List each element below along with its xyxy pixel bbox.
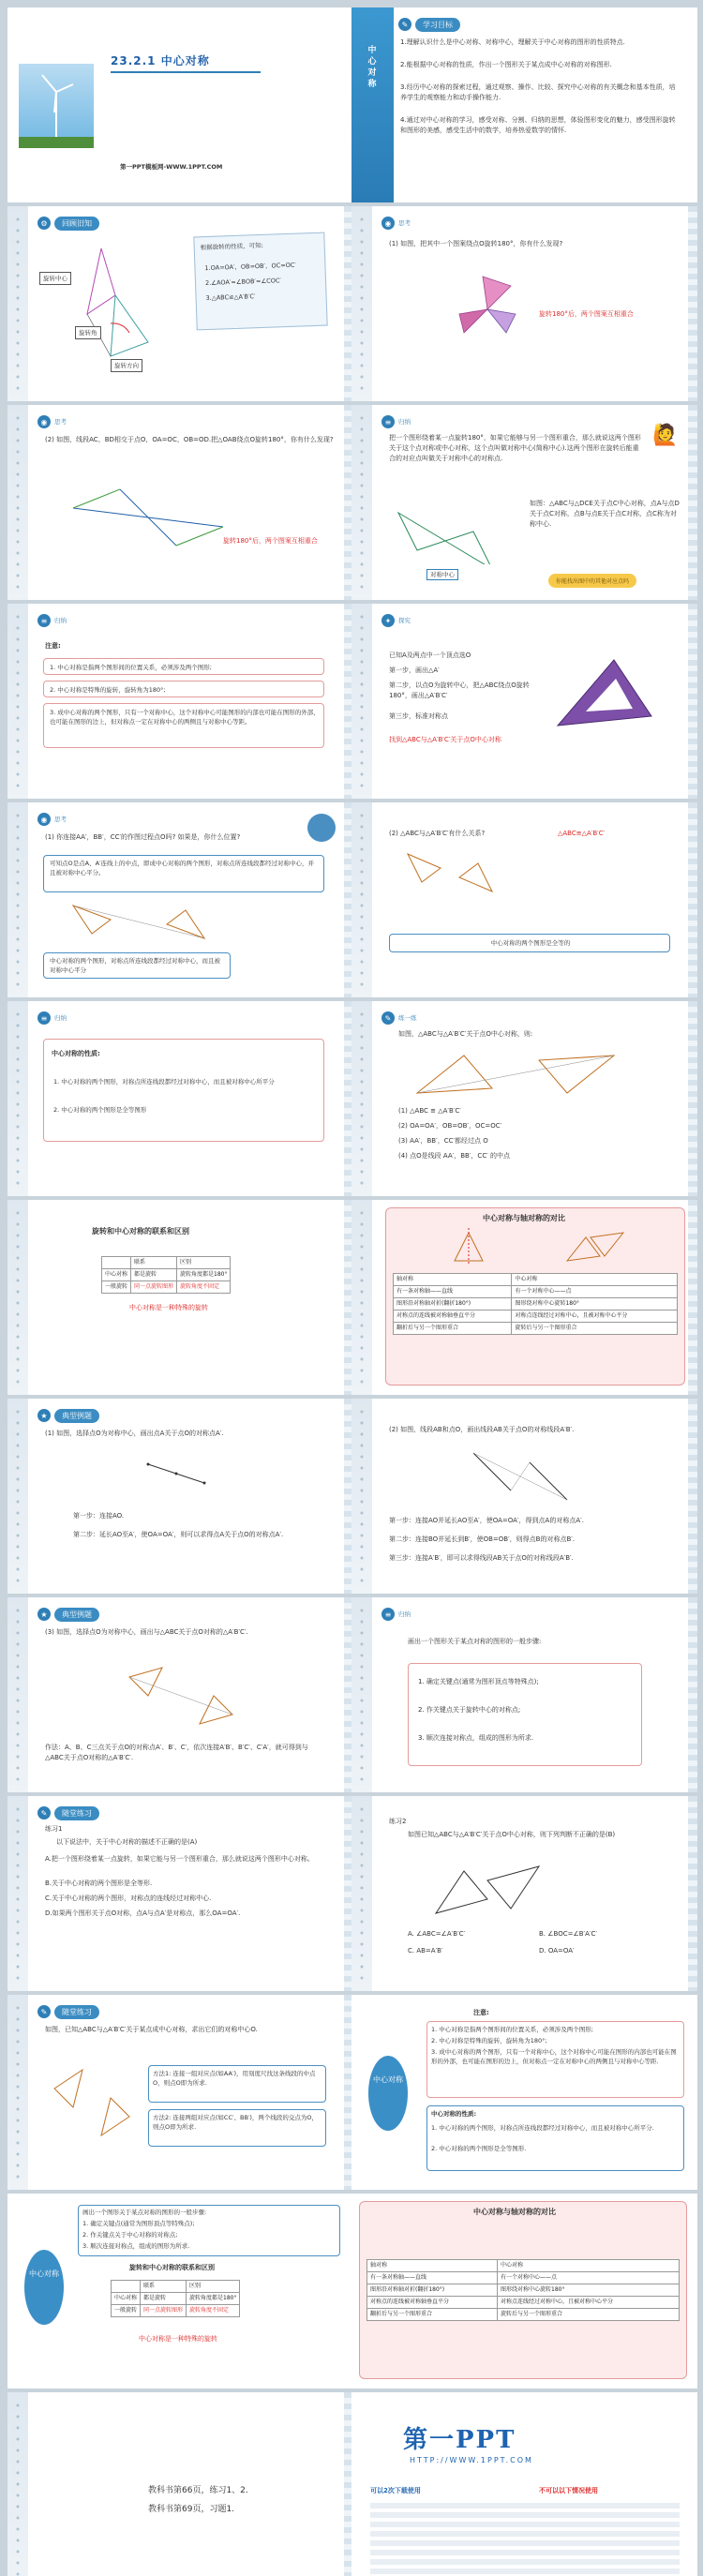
property-item: 1. 中心对称的两个图形，对称点所连线段都经过对称中心，而且被对称中心所平分 <box>53 1078 275 1086</box>
section-title <box>37 1805 99 1820</box>
step: 第一步：连接AO并延长AO至A′，使OA=OA′，得到点A的对称点A′. <box>389 1517 584 1524</box>
objective-item: 3.经历中心对称的探索过程，通过观察、操作、比较、探究中心对称的有关概念和基本性质，培养学生的观察能力和动手操作能力. <box>400 83 676 101</box>
section-title <box>381 216 411 231</box>
slide-recap-method <box>7 2194 353 2389</box>
recap-badge: 中心对称 <box>368 2056 408 2131</box>
question: 如图，△ABC与△A′B′C′关于点O中心对称，则: <box>398 1030 533 1038</box>
relation-title: 旋转和中心对称的联系和区别 <box>129 2264 215 2271</box>
section-title <box>381 1607 411 1622</box>
section-label: 思考 <box>54 816 67 823</box>
method-box: 方法1: 连接一组对应点(如AA′)，用刻度尺找这条线段的中点O，则点O即为所求. <box>148 2065 326 2103</box>
conclusion-box: 中心对称的两个图形是全等的 <box>389 934 670 952</box>
label-direction: 旋转方向 <box>111 359 142 372</box>
triangles-figure <box>120 1658 242 1733</box>
method-title: 画出一个图形关于某点对称的图形的一般步骤: <box>408 1638 542 1645</box>
option: A. ∠ABC=∠A′B′C′ <box>408 1930 466 1938</box>
explore-step: 第一步，画出△A′ <box>389 666 440 674</box>
method-item: 1. 确定关键点(通常为图形顶点等特殊点); <box>418 1678 539 1685</box>
section-label: 归纳 <box>398 1610 411 1618</box>
slide-example3 <box>7 1597 353 1792</box>
title-underline <box>111 71 261 73</box>
recap-badge: 中心对称 <box>24 2250 64 2325</box>
label-center: 旋转中心 <box>39 272 71 285</box>
notice-title: 注意: <box>473 2009 489 2016</box>
section-label: 随堂练习 <box>54 1806 99 1820</box>
triangle-figure <box>539 641 670 735</box>
triangles-figure <box>45 2060 139 2145</box>
section-label: 回顾旧知 <box>54 217 99 231</box>
slide-explore <box>352 604 697 799</box>
homework-line: 教科书第66页，练习1、2. <box>148 2486 248 2495</box>
slide-exercise1 <box>7 1796 353 1991</box>
point-figure <box>139 1455 214 1492</box>
section-title <box>381 613 411 628</box>
slide-ad <box>352 2392 697 2576</box>
slide-think1 <box>352 206 697 401</box>
section-title <box>37 414 67 429</box>
label-center: 对称中心 <box>426 569 458 580</box>
pencil-icon: ✎ <box>37 1806 51 1820</box>
explore-result: 找到△ABC与△A′B′C′关于点O中心对称 <box>389 736 501 743</box>
method-item: 2. 作关键点关于旋转中心的对称点; <box>418 1706 521 1714</box>
notice-box: 3. 成中心对称的两个图形，只有一个对称中心，这个对称中心可能图形的内部也可能在图形的外部，也可能在图形的边上，但对称点一定在对称中心的两侧且与对称中心等距。 <box>43 703 324 748</box>
step: 第二步：连接BO并延长到B′，使OB=OB′，则得点B的对称点B′. <box>389 1535 576 1543</box>
slide-method <box>352 1597 697 1792</box>
cartoon-icon: 🙋 <box>652 424 679 447</box>
explore-step: 第三步，标准对称点 <box>389 712 448 720</box>
label-angle: 旋转角 <box>75 326 101 339</box>
question: 如图，已知△ABC与△A′B′C′关于某点成中心对称，求出它们的对称中心O. <box>45 2026 258 2033</box>
ppt-url[interactable]: HTTP://WWW.1PPT.COM <box>410 2456 533 2464</box>
question: (1) 如图，把其中一个图案绕点O旋转180°，你有什么发现? <box>389 240 563 247</box>
section-label: 归纳 <box>54 617 67 624</box>
section-title <box>37 2004 99 2019</box>
list-icon: ≡ <box>381 1608 395 1621</box>
pencil-icon: ✎ <box>37 2005 51 2018</box>
objective-item: 2.能根据中心对称的性质，作出一个图形关于某点成中心对称的对称图形. <box>400 61 612 68</box>
step: 第一步：连接AO. <box>73 1512 125 1520</box>
exercise-label: 练习2 <box>389 1818 407 1825</box>
answer: 旋转180°后，两个图案互相重合 <box>223 537 318 545</box>
objective-item: 1.理解认识什么是中心对称、对称中心，理解关于中心对称的图形的性质特点. <box>400 38 625 46</box>
compare-title: 中心对称与轴对称的对比 <box>473 2208 556 2216</box>
note-line: 3.△ABC≌△A′B′C′ <box>205 292 256 303</box>
section-title <box>398 17 460 32</box>
slide-cover <box>7 7 353 202</box>
slide-example1 <box>7 1399 353 1594</box>
segments-figure <box>64 471 232 555</box>
option: B.关于中心对称的两个图形是全等形. <box>45 1880 153 1887</box>
option: A.把一个图形绕着某一点旋转，如果它能与另一个图形重合，那么就说这两个图形中心对称。 <box>45 1855 314 1863</box>
section-label: 探究 <box>398 617 411 624</box>
notice-title: 注意: <box>45 642 61 650</box>
relation-footer: 中心对称是一种特殊的旋转 <box>129 1304 208 1311</box>
segment-figure <box>464 1444 576 1509</box>
section-title <box>381 1011 417 1026</box>
method-item: 3. 顺次连接对称点，组成的图形为所求. <box>418 1734 534 1742</box>
question: (1) 如图，选择点O为对称中心，画出点A关于点O的对称点A′. <box>45 1430 224 1437</box>
section-title <box>37 1011 67 1026</box>
note-title: 根据旋转的性质，可知: <box>200 241 264 252</box>
conclusion-box: 中心对称的两个图形，对称点所连线段都经过对称中心，而且被对称中心平分 <box>43 952 231 979</box>
slide-summary1 <box>352 405 697 600</box>
compare-figures <box>445 1228 633 1266</box>
cover-footer: 第一PPT模板网-WWW.1PPT.COM <box>120 163 223 171</box>
lightbulb-icon: ◉ <box>381 217 395 230</box>
answer-line: (1) △ABC ≌ △A′B′C′ <box>398 1107 461 1115</box>
relation-footer: 中心对称是一种特殊的旋转 <box>139 2335 217 2343</box>
question: 以下说法中，关于中心对称的描述不正确的是(A) <box>56 1838 198 1846</box>
question: (3) 如图，选择点O为对称中心，画出与△ABC关于点O对称的△A′B′C′. <box>45 1628 248 1636</box>
section-label: 归纳 <box>54 1014 67 1022</box>
list-icon: ≡ <box>37 1011 51 1025</box>
section-label: 典型例题 <box>54 1608 99 1622</box>
step: 第三步：连接A′B′，即可以求得线段AB关于点O的对称线段A′B′. <box>389 1554 574 1562</box>
slide-think3 <box>7 802 353 997</box>
section-title <box>37 812 67 827</box>
answer: △ABC≌△A′B′C′ <box>558 830 606 837</box>
cartoon-icon <box>307 814 336 842</box>
section-title <box>37 216 99 231</box>
triangles-figure <box>408 1046 623 1102</box>
slide-recap-notice <box>352 1995 697 2190</box>
list-icon: ≡ <box>381 415 395 428</box>
lightbulb-icon: ◉ <box>37 415 51 428</box>
slide-review <box>7 206 353 401</box>
relation-table: 联系 区别 中心对称 都是旋转 旋转角度都是180° 一般旋转 同一点旋转图形 旋转角度不固定 <box>111 2280 240 2317</box>
triangles-figure <box>64 896 214 948</box>
triangles-figure <box>398 845 501 901</box>
slide-example2 <box>352 1399 697 1594</box>
triangles-figure <box>389 499 511 564</box>
pencil-icon: ✎ <box>381 1011 395 1025</box>
section-title <box>381 414 411 429</box>
lightbulb-icon: ◉ <box>37 813 51 826</box>
props-box: 中心对称的性质: 1. 中心对称的两个图形，对称点所连线段都经过对称中心，而且被对称中心所平分. 2. 中心对称的两个图形是全等图形. <box>426 2105 684 2171</box>
ad-column-title: 可以2次下载使用 <box>370 2487 421 2494</box>
method-box <box>408 1663 642 1766</box>
question: 如图已知△ABC与△A′B′C′关于点O中心对称，则下列判断不正确的是(B) <box>408 1831 616 1838</box>
wind-turbine-icon <box>19 64 94 148</box>
method-box: 方法2: 连接两组对应点(如CC′、BB′)，两个线段的交点为O，则点O即为所求. <box>148 2109 326 2147</box>
objective-item: 4.通过对中心对称的学习，感受对称、分割、归纳的思想，体验图形变化的魅力，感受图形旋转和图形的美感，感受生活中的数学，培养热爱数学的情怀. <box>400 116 676 134</box>
question-pill: 你能找出图中的其他对应点吗 <box>548 574 636 588</box>
sidebar-strip <box>352 7 394 202</box>
gear-icon: ⚙ <box>37 217 51 230</box>
exercise-label: 练习1 <box>45 1825 63 1833</box>
slide-think4 <box>352 802 697 997</box>
relation-title: 旋转和中心对称的联系和区别 <box>92 1227 189 1236</box>
relation-table: 联系 区别 中心对称 都是旋转 旋转角度都是180° 一般旋转 同一点旋转图形 旋转角度不固定 <box>101 1256 231 1294</box>
note-line: 2.∠AOA′=∠BOB′=∠COC′ <box>204 277 282 288</box>
slide-exercise2 <box>352 1796 697 1991</box>
star-icon: ★ <box>37 1409 51 1422</box>
explore-intro: 已知A及两点中一个顶点选O <box>389 651 471 659</box>
list-icon: ≡ <box>37 614 51 627</box>
section-label: 练一练 <box>398 1014 417 1022</box>
properties-title: 中心对称的性质: <box>52 1050 100 1057</box>
note-card <box>193 232 327 331</box>
option: C.关于中心对称的两个图形，对称点的连线经过对称中心. <box>45 1895 212 1902</box>
triangles-figure <box>426 1857 548 1923</box>
properties-box <box>43 1039 324 1142</box>
section-label: 随堂练习 <box>54 2005 99 2019</box>
slide-objectives <box>352 7 697 202</box>
compare-table: 轴对称 中心对称 有一条对称轴——直线 有一个对称中心——点 图形沿对称轴对折(翻折180°) 图形绕对称中心旋转180° 对称点的连线被对称轴垂直平分 对称点连线经过对称中心，且被对称中心平分 翻折后与另一个图形重合 旋转后与另一个图形重合 <box>366 2259 680 2321</box>
section-label: 归纳 <box>398 418 411 426</box>
section-label: 学习目标 <box>415 18 460 32</box>
slide-notice1 <box>7 604 353 799</box>
property-item: 2. 中心对称的两个图形是全等图形 <box>53 1106 147 1114</box>
option: C. AB=A′B′ <box>408 1947 443 1954</box>
section-label: 典型例题 <box>54 1409 99 1423</box>
sidebar-vertical-title: 中心对称 <box>367 46 377 89</box>
slide-compare <box>352 1200 697 1395</box>
slide-compare-recap <box>352 2194 697 2389</box>
ad-link-list <box>370 2503 680 2576</box>
section-label: 思考 <box>54 418 67 426</box>
option: D.如果两个图形关于点O对称，点A与点A′是对称点，那么OA=OA′. <box>45 1910 241 1917</box>
section-title <box>37 1408 99 1423</box>
slide-exercise3 <box>7 1995 353 2190</box>
answer-line: (4) 点O是线段 AA′，BB′，CC′ 的中点 <box>398 1152 511 1160</box>
answer-line: (2) OA=OA′，OB=OB′，OC=OC′ <box>398 1122 502 1130</box>
option: B. ∠BOC=∠B′A′C′ <box>539 1930 597 1938</box>
question: (2) △ABC与△A′B′C′有什么关系? <box>389 830 486 837</box>
answer-box: 可知点O是点A、A′连线上的中点，即成中心对称的两个图形，对称点所连线段都经过对称中心，并且被对称中心平分。 <box>43 855 324 892</box>
book-icon: ✎ <box>398 18 411 31</box>
question: (2) 如图，线段AC，BD相交于点O，OA=OC，OB=OD.把△OAB绕点O旋转180°，你有什么发现? <box>45 436 334 443</box>
slide-properties <box>7 1001 353 1196</box>
ppt-logo: 第一PPT <box>403 2426 516 2454</box>
answer: 旋转180°后，两个图案互相重合 <box>539 310 634 318</box>
section-title <box>37 1607 99 1622</box>
question: (1) 你连接AA′，BB′，CC′的作图过程点O吗? 如果是，你什么位置? <box>45 833 241 841</box>
slide-practice1 <box>352 1001 697 1196</box>
section-label: 思考 <box>398 219 411 227</box>
section-title <box>37 613 67 628</box>
star-icon: ★ <box>37 1608 51 1621</box>
note-line: 1.OA=OA′，OB=OB′，OC=OC′ <box>204 261 296 273</box>
compare-table: 轴对称 中心对称 有一条对称轴——直线 有一个对称中心——点 图形沿对称轴对折(翻折180°) 图形绕对称中心旋转180° 对称点的连线被对称轴垂直平分 对称点连线经过对称中心，且被对称中心平分 翻折后与另一个图形重合 旋转后与另一个图形重合 <box>393 1273 678 1335</box>
slide-homework <box>7 2392 353 2576</box>
step: 第二步：延长AO至A′，使OA=OA′，则可以求得点A关于点O的对称点A′. <box>73 1531 284 1538</box>
definition: 把一个图形绕着某一点旋转180°，如果它能够与另一个图形重合，那么就说这两个图形关于这个点对称或中心对称，这个点叫做对称中心(简称中心).这两个图形在旋转后能重合的对应点叫做关于对称中心的对称点. <box>389 434 641 462</box>
answer: 作法：A、B、C三点关于点O的对称点A′、B′、C′，依次连接A′B′、B′C′、C′A′，就可得到与△ABC关于点O对称的△A′B′C′. <box>45 1744 308 1761</box>
homework-line: 教科书第69页，习题1. <box>148 2505 235 2514</box>
explore-step: 第二步，以点O为旋转中心，把△ABC绕点O旋转180°，画出△A′B′C′ <box>389 681 530 699</box>
compass-icon: ✦ <box>381 614 395 627</box>
notice-box: 1. 中心对称是指两个图形间的位置关系，必须涉及两个图形; <box>43 658 324 675</box>
example-text: 如图：△ABC与△DCE关于点C中心对称，点A与点D关于点C对称，点B与点E关于点C对称，点C称为对称中心. <box>530 500 680 528</box>
wind-turbine-photo <box>19 64 94 148</box>
answer-line: (3) AA′，BB′，CC′都经过点 O <box>398 1137 488 1145</box>
option: D. OA=OA′ <box>539 1947 575 1954</box>
notice-box: 1. 中心对称是指两个图形间的位置关系，必须涉及两个图形; 2. 中心对称是特殊的旋转，旋转角为180°; 3. 成中心对称的两个图形，只有一个对称中心，这个对称中心可能在图形的内部也可能在图形的外部，也可能在图形的边上，但对称点一定在对称中心的两侧且与对称中心等距. <box>426 2021 684 2098</box>
slide-relation <box>7 1200 353 1395</box>
pinwheel-figure <box>417 258 558 361</box>
compare-title: 中心对称与轴对称的对比 <box>483 1214 565 1222</box>
rotation-diagram <box>45 239 167 380</box>
slide-think2 <box>7 405 353 600</box>
notice-box: 2. 中心对称是特殊的旋转，旋转角为180°; <box>43 681 324 697</box>
cover-title: 23.2.1 中心对称 <box>111 54 210 67</box>
method-box: 画出一个图形关于某点对称的图形的一般步骤: 1. 确定关键点(通常为图形顶点等特殊点); 2. 作关键点关于中心对称的对称点; 3. 顺次连接对称点，组成的图形为所求. <box>78 2205 340 2256</box>
ad-column-title: 不可以以下情况使用 <box>539 2487 598 2494</box>
question: (2) 如图，线段AB和点O，画出线段AB关于点O的对称线段A′B′. <box>389 1426 575 1433</box>
